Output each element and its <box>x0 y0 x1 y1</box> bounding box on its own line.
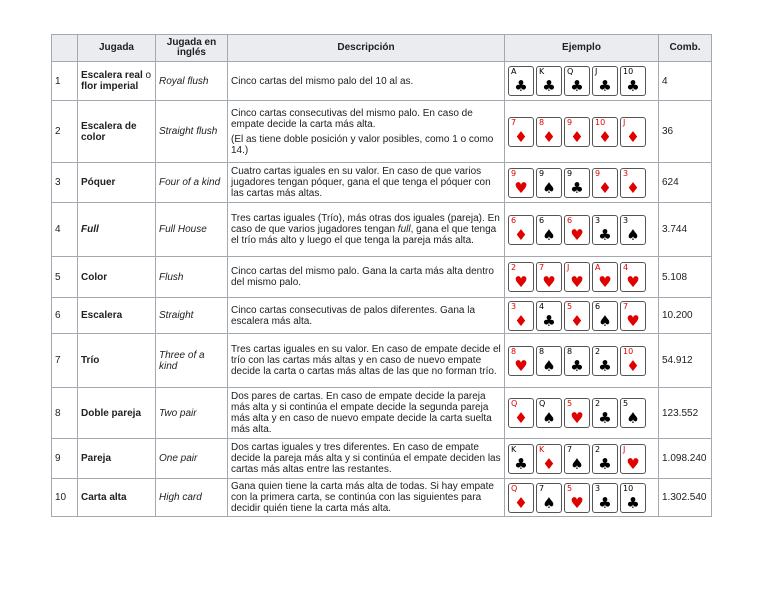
card-rank: 2 <box>595 444 601 454</box>
hand-name <box>78 388 156 439</box>
hearts-suit-icon: ♥ <box>626 311 640 330</box>
hand-description <box>228 163 505 203</box>
playing-card <box>508 168 534 198</box>
combinations-count: 3.744 <box>659 203 712 257</box>
description-paragraph: Cinco cartas consecutivas del mismo palo. En caso de empate decide la carta más alta. <box>231 107 473 130</box>
table-row <box>52 298 712 334</box>
hand-name-part: Póquer <box>81 177 116 188</box>
card-rank: 5 <box>567 399 573 408</box>
playing-card <box>592 168 618 198</box>
card-rank: 5 <box>567 483 573 493</box>
row-number: 6 <box>52 298 78 334</box>
hearts-suit-icon: ♥ <box>542 273 556 291</box>
clubs-suit-icon: ♣ <box>542 77 556 95</box>
spades-suit-icon: ♠ <box>598 311 612 330</box>
example-cards <box>505 388 659 439</box>
hand-name-part: Escalera <box>81 310 123 321</box>
playing-card <box>592 346 618 376</box>
spades-suit-icon: ♠ <box>626 409 640 427</box>
example-cards <box>505 334 659 388</box>
card-rank: 9 <box>539 168 545 178</box>
playing-card <box>536 301 562 331</box>
row-number: 3 <box>52 163 78 203</box>
card-rank: K <box>539 444 545 454</box>
diamonds-suit-icon: ♦ <box>542 454 556 473</box>
hand-name <box>78 334 156 388</box>
clubs-suit-icon: ♣ <box>570 77 584 95</box>
card-rank: 2 <box>595 346 601 356</box>
example-cards <box>505 203 659 257</box>
playing-card <box>620 262 646 292</box>
playing-card <box>508 66 534 96</box>
hand-name-english: Three of a kind <box>156 334 228 388</box>
card-rank: 7 <box>623 301 629 311</box>
card-rank: J <box>623 444 626 454</box>
table-row <box>52 439 712 479</box>
clubs-suit-icon: ♣ <box>542 311 556 330</box>
playing-card <box>592 262 618 292</box>
card-rank: 3 <box>623 215 629 225</box>
hand-description <box>228 479 505 517</box>
playing-card <box>536 346 562 376</box>
card-rank: 2 <box>511 263 517 272</box>
card-hand <box>508 117 655 147</box>
hand-name <box>78 203 156 257</box>
card-rank: 4 <box>623 263 629 272</box>
description-paragraph: Cuatro cartas iguales en su valor. En caso de que varios jugadores tengan póquer, gana el que tenga el póquer con las cartas más altas. <box>231 166 491 199</box>
playing-card <box>508 215 534 245</box>
playing-card <box>564 66 590 96</box>
card-rank: J <box>567 263 570 272</box>
playing-card <box>620 398 646 428</box>
playing-card <box>508 262 534 292</box>
hand-name-part: Color <box>81 271 108 283</box>
example-cards <box>505 479 659 517</box>
clubs-suit-icon: ♣ <box>598 454 612 473</box>
playing-card <box>508 483 534 513</box>
card-rank: 9 <box>595 168 601 178</box>
row-number: 9 <box>52 439 78 479</box>
header-jugada: Jugada <box>78 35 156 62</box>
hand-name-part: Doble pareja <box>81 407 142 419</box>
playing-card <box>508 346 534 376</box>
playing-card <box>536 66 562 96</box>
header-comb: Comb. <box>659 35 712 62</box>
clubs-suit-icon: ♣ <box>514 77 528 95</box>
playing-card <box>620 444 646 474</box>
hand-name-english: Flush <box>156 257 228 298</box>
playing-card <box>620 483 646 513</box>
card-rank: 7 <box>539 483 545 493</box>
playing-card <box>592 117 618 147</box>
card-hand <box>508 444 655 474</box>
card-rank: K <box>511 444 517 454</box>
table-row <box>52 62 712 101</box>
hand-name <box>78 62 156 101</box>
spades-suit-icon: ♠ <box>542 225 556 244</box>
card-rank: 2 <box>595 399 601 408</box>
card-rank: J <box>623 117 626 127</box>
card-rank: 5 <box>623 399 629 408</box>
example-cards <box>505 101 659 163</box>
card-rank: 6 <box>511 215 517 225</box>
playing-card <box>536 215 562 245</box>
playing-card <box>508 117 534 147</box>
diamonds-suit-icon: ♦ <box>570 311 584 330</box>
card-rank: 10 <box>595 117 606 127</box>
table-row <box>52 163 712 203</box>
hand-name-part: Pareja <box>81 453 112 464</box>
diamonds-suit-icon: ♦ <box>598 127 612 146</box>
playing-card <box>620 346 646 376</box>
example-cards <box>505 439 659 479</box>
playing-card <box>508 301 534 331</box>
playing-card <box>508 398 534 428</box>
clubs-suit-icon: ♣ <box>598 493 612 512</box>
hand-name-part: Escalera real <box>81 70 143 81</box>
card-hand <box>508 262 655 292</box>
row-number: 8 <box>52 388 78 439</box>
playing-card <box>620 168 646 198</box>
card-rank: 7 <box>539 263 545 272</box>
card-rank: 3 <box>595 483 601 493</box>
playing-card <box>564 301 590 331</box>
playing-card <box>564 168 590 198</box>
hearts-suit-icon: ♥ <box>570 493 584 512</box>
playing-card <box>536 398 562 428</box>
card-rank: 8 <box>567 346 573 356</box>
card-rank: 8 <box>539 117 545 127</box>
hand-description <box>228 439 505 479</box>
combinations-count: 36 <box>659 101 712 163</box>
playing-card <box>592 483 618 513</box>
clubs-suit-icon: ♣ <box>626 77 640 95</box>
card-rank: 6 <box>567 215 573 225</box>
header-ejemplo: Ejemplo <box>505 35 659 62</box>
combinations-count: 10.200 <box>659 298 712 334</box>
table-row <box>52 101 712 163</box>
hand-name <box>78 257 156 298</box>
card-rank: 10 <box>623 67 634 76</box>
card-rank: 7 <box>567 444 573 454</box>
description-paragraph: Cinco cartas consecutivas de palos diferentes. Gana la escalera más alta. <box>231 304 476 327</box>
diamonds-suit-icon: ♦ <box>598 178 612 197</box>
diamonds-suit-icon: ♦ <box>514 409 528 427</box>
playing-card <box>620 117 646 147</box>
card-rank: 10 <box>623 483 634 493</box>
card-rank: 3 <box>623 168 629 178</box>
playing-card <box>508 444 534 474</box>
description-fragment: Tres cartas iguales (Trío), más otras dos iguales (pareja). En caso de que varios jugadores tengan <box>231 213 500 235</box>
diamonds-suit-icon: ♦ <box>626 356 640 375</box>
row-number: 2 <box>52 101 78 163</box>
playing-card <box>592 444 618 474</box>
description-paragraph: Dos pares de cartas. En caso de empate decide la pareja más alta y si continúa el empate decide la segunda pareja más alta y en caso de nuevo empate decide la carta suelta más alta. <box>231 391 492 435</box>
hand-name <box>78 101 156 163</box>
spades-suit-icon: ♠ <box>542 356 556 375</box>
hearts-suit-icon: ♥ <box>598 273 612 291</box>
card-rank: A <box>511 67 517 76</box>
playing-card <box>564 117 590 147</box>
playing-card <box>564 483 590 513</box>
hand-name-english: High card <box>156 479 228 517</box>
hand-name-english: Four of a kind <box>156 163 228 203</box>
playing-card <box>564 398 590 428</box>
hearts-suit-icon: ♥ <box>570 225 584 244</box>
card-rank: 8 <box>539 346 545 356</box>
hand-description <box>228 101 505 163</box>
diamonds-suit-icon: ♦ <box>626 127 640 146</box>
combinations-count: 5.108 <box>659 257 712 298</box>
card-rank: A <box>595 263 601 272</box>
description-fragment: full <box>397 224 411 235</box>
table-row <box>52 334 712 388</box>
combinations-count: 4 <box>659 62 712 101</box>
hand-description <box>228 203 505 257</box>
hearts-suit-icon: ♥ <box>514 356 528 375</box>
card-rank: 6 <box>595 301 601 311</box>
card-rank: J <box>595 67 598 76</box>
playing-card <box>564 215 590 245</box>
card-rank: 8 <box>511 346 517 356</box>
playing-card <box>620 301 646 331</box>
description-paragraph: Gana quien tiene la carta más alta de todas. Si hay empate con la primera carta, se continúa con las siguientes para decidir quién tiene la carta más alta. <box>231 481 494 514</box>
header-num <box>52 35 78 62</box>
clubs-suit-icon: ♣ <box>598 356 612 375</box>
spades-suit-icon: ♠ <box>570 454 584 473</box>
card-rank: Q <box>567 67 574 76</box>
clubs-suit-icon: ♣ <box>626 493 640 512</box>
hand-name-part: Carta alta <box>81 492 127 503</box>
diamonds-suit-icon: ♦ <box>514 493 528 512</box>
description-paragraph: Cinco cartas del mismo palo. Gana la carta más alta dentro del mismo palo. <box>231 266 494 288</box>
description-paragraph: Cinco cartas del mismo palo del 10 al as. <box>231 75 414 87</box>
hand-description <box>228 62 505 101</box>
playing-card <box>620 215 646 245</box>
hand-name-part: flor imperial <box>81 81 139 92</box>
playing-card <box>536 483 562 513</box>
description-paragraph: Dos cartas iguales y tres diferentes. En caso de empate decide la pareja más alta y si continúa el empate deciden las cartas más altas entre las restantes. <box>231 442 501 475</box>
card-rank: 9 <box>511 168 517 178</box>
playing-card <box>592 215 618 245</box>
card-rank: 3 <box>595 215 601 225</box>
hearts-suit-icon: ♥ <box>514 178 528 197</box>
hand-name-english: Royal flush <box>156 62 228 101</box>
playing-card <box>536 444 562 474</box>
diamonds-suit-icon: ♦ <box>626 178 640 197</box>
playing-card <box>620 66 646 96</box>
combinations-count: 624 <box>659 163 712 203</box>
card-hand <box>508 346 655 376</box>
card-rank: 6 <box>539 215 545 225</box>
hand-description <box>228 388 505 439</box>
hand-name-part: Escalera de color <box>81 120 137 143</box>
combinations-count: 54.912 <box>659 334 712 388</box>
playing-card <box>536 117 562 147</box>
hearts-suit-icon: ♥ <box>514 273 528 291</box>
hand-description <box>228 334 505 388</box>
hand-name-english: Straight flush <box>156 101 228 163</box>
combinations-count: 123.552 <box>659 388 712 439</box>
hand-name-english: Straight <box>156 298 228 334</box>
hand-description <box>228 298 505 334</box>
playing-card <box>564 444 590 474</box>
card-rank: K <box>539 67 545 76</box>
diamonds-suit-icon: ♦ <box>570 127 584 146</box>
card-rank: Q <box>511 399 518 408</box>
description-paragraph <box>231 213 501 246</box>
card-hand <box>508 483 655 513</box>
clubs-suit-icon: ♣ <box>570 178 584 197</box>
hand-name-part: Full <box>81 224 99 235</box>
table-row <box>52 479 712 517</box>
poker-hands-table <box>51 34 712 517</box>
header-jugada-ingles: Jugada en inglés <box>156 35 228 62</box>
table-row <box>52 388 712 439</box>
combinations-count: 1.098.240 <box>659 439 712 479</box>
card-hand <box>508 66 655 96</box>
example-cards <box>505 62 659 101</box>
playing-card <box>536 168 562 198</box>
example-cards <box>505 257 659 298</box>
hand-name <box>78 163 156 203</box>
playing-card <box>564 262 590 292</box>
diamonds-suit-icon: ♦ <box>514 225 528 244</box>
table-body <box>52 62 712 517</box>
row-number: 1 <box>52 62 78 101</box>
card-rank: 4 <box>539 301 545 311</box>
card-hand <box>508 398 655 428</box>
table-row <box>52 257 712 298</box>
description-paragraph: (El as tiene doble posición y valor posibles, como 1 o como 14.) <box>231 133 494 156</box>
hand-name-part: o <box>142 70 152 81</box>
card-hand <box>508 168 655 198</box>
description-fragment: , gana el que tenga el trío más alto y luego el que tenga la pareja más alta. <box>231 224 497 246</box>
hearts-suit-icon: ♥ <box>570 409 584 427</box>
spades-suit-icon: ♠ <box>626 225 640 244</box>
example-cards <box>505 163 659 203</box>
playing-card <box>592 398 618 428</box>
clubs-suit-icon: ♣ <box>598 225 612 244</box>
row-number: 7 <box>52 334 78 388</box>
card-rank: Q <box>511 483 518 493</box>
playing-card <box>536 262 562 292</box>
row-number: 4 <box>52 203 78 257</box>
combinations-count: 1.302.540 <box>659 479 712 517</box>
hand-name <box>78 479 156 517</box>
hearts-suit-icon: ♥ <box>626 273 640 291</box>
diamonds-suit-icon: ♦ <box>514 311 528 330</box>
card-hand <box>508 215 655 245</box>
playing-card <box>592 66 618 96</box>
hand-description <box>228 257 505 298</box>
card-rank: 7 <box>511 117 517 127</box>
clubs-suit-icon: ♣ <box>514 454 528 473</box>
table-header-row <box>52 35 712 62</box>
playing-card <box>564 346 590 376</box>
playing-card <box>592 301 618 331</box>
diamonds-suit-icon: ♦ <box>514 127 528 146</box>
hand-name-english: One pair <box>156 439 228 479</box>
spades-suit-icon: ♠ <box>542 178 556 197</box>
card-rank: 10 <box>623 346 634 356</box>
card-rank: Q <box>539 399 546 408</box>
spades-suit-icon: ♠ <box>542 409 556 427</box>
clubs-suit-icon: ♣ <box>570 356 584 375</box>
hand-name <box>78 439 156 479</box>
hand-name-english: Full House <box>156 203 228 257</box>
diamonds-suit-icon: ♦ <box>542 127 556 146</box>
table-row <box>52 203 712 257</box>
card-rank: 9 <box>567 117 573 127</box>
hearts-suit-icon: ♥ <box>626 454 640 473</box>
hand-name-part: Trío <box>81 355 100 366</box>
card-rank: 3 <box>511 301 517 311</box>
card-rank: 9 <box>567 168 573 178</box>
hand-name-english: Two pair <box>156 388 228 439</box>
example-cards <box>505 298 659 334</box>
description-paragraph: Tres cartas iguales en su valor. En caso de empate decide el trío con las cartas más altas y en caso de nuevo empate decide la carta o cartas más altas de las que no forman trío. <box>231 344 501 377</box>
clubs-suit-icon: ♣ <box>598 409 612 427</box>
clubs-suit-icon: ♣ <box>598 77 612 95</box>
spades-suit-icon: ♠ <box>542 493 556 512</box>
header-descripcion: Descripción <box>228 35 505 62</box>
row-number: 10 <box>52 479 78 517</box>
card-rank: 5 <box>567 301 573 311</box>
card-hand <box>508 301 655 331</box>
hand-name <box>78 298 156 334</box>
row-number: 5 <box>52 257 78 298</box>
hearts-suit-icon: ♥ <box>570 273 584 291</box>
